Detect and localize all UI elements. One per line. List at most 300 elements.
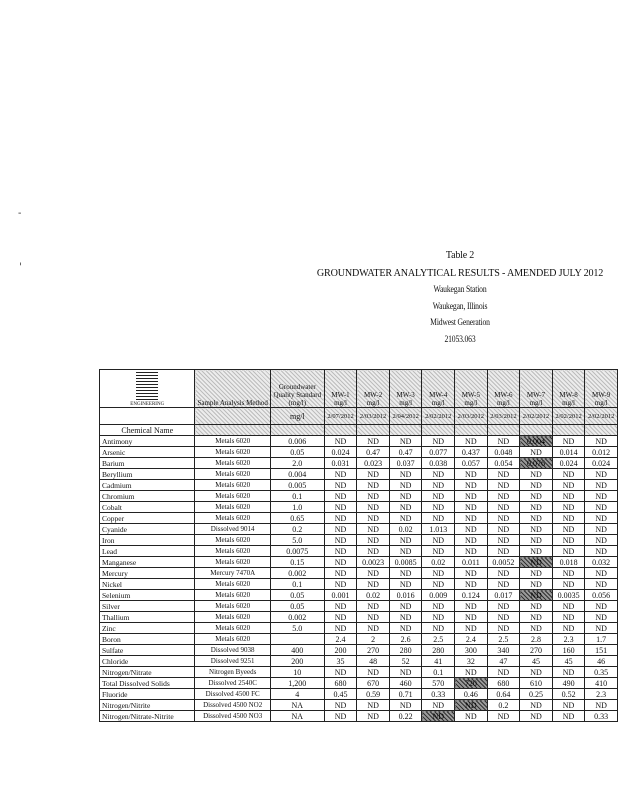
result-value: 0.001	[324, 590, 357, 601]
result-value: ND	[455, 700, 488, 711]
well-unit: mg/l	[399, 399, 413, 407]
result-value: ND	[389, 601, 422, 612]
result-value: 48	[357, 656, 390, 667]
table-row	[100, 612, 618, 623]
result-value: ND	[585, 601, 618, 612]
result-value: ND	[389, 700, 422, 711]
result-value: ND	[389, 667, 422, 678]
document-heading	[300, 248, 618, 347]
result-value: ND	[585, 612, 618, 623]
margin-dash: -	[18, 208, 22, 219]
result-value: 720	[455, 678, 488, 689]
result-value: ND	[520, 557, 553, 568]
result-value: ND	[487, 711, 520, 722]
quality-standard: 0.65	[270, 513, 324, 524]
result-value: ND	[357, 623, 390, 634]
station-name: Waukegan Station	[433, 284, 487, 294]
result-value: ND	[357, 546, 390, 557]
result-value: ND	[422, 491, 455, 502]
hatch-cell	[270, 425, 324, 436]
well-header	[324, 370, 357, 408]
analysis-method: Metals 6020	[195, 601, 270, 612]
analysis-method: Metals 6020	[195, 546, 270, 557]
result-value: ND	[487, 535, 520, 546]
result-value: ND	[324, 623, 357, 634]
result-value: ND	[520, 535, 553, 546]
result-value: ND	[357, 711, 390, 722]
table-row	[100, 590, 618, 601]
standard-unit-cell: mg/l	[270, 408, 324, 425]
result-value: 0.02	[357, 590, 390, 601]
results-table	[99, 369, 618, 722]
result-value: ND	[324, 491, 357, 502]
result-value: 460	[389, 678, 422, 689]
result-value: 0.031	[324, 458, 357, 469]
well-id: MW-3	[396, 391, 415, 399]
well-header	[585, 370, 618, 408]
result-value: 2.4	[324, 634, 357, 645]
sample-date: 2/04/2012	[389, 408, 422, 425]
result-value: ND	[422, 513, 455, 524]
result-value: ND	[552, 546, 585, 557]
analysis-method: Metals 6020	[195, 623, 270, 634]
result-value: 0.25	[520, 689, 553, 700]
result-value: ND	[389, 546, 422, 557]
result-value: ND	[585, 700, 618, 711]
result-value: ND	[552, 469, 585, 480]
result-value: 2.3	[552, 634, 585, 645]
result-value: 680	[324, 678, 357, 689]
well-header	[455, 370, 488, 408]
table-row	[100, 513, 618, 524]
sample-date: 2/07/2012	[324, 408, 357, 425]
well-id: MW-4	[429, 391, 448, 399]
result-value: ND	[455, 579, 488, 590]
quality-standard: 400	[270, 645, 324, 656]
result-value: ND	[552, 711, 585, 722]
result-value: ND	[422, 612, 455, 623]
result-value: ND	[422, 535, 455, 546]
result-value: 0.0035	[552, 590, 585, 601]
table-row	[100, 436, 618, 447]
quality-standard: 10	[270, 667, 324, 678]
result-value: ND	[552, 480, 585, 491]
result-value: ND	[455, 546, 488, 557]
sample-date: 2/02/2012	[520, 408, 553, 425]
result-value: ND	[585, 524, 618, 535]
result-value: ND	[520, 667, 553, 678]
analysis-method: Dissolved 2540C	[195, 678, 270, 689]
result-value: 0.037	[389, 458, 422, 469]
quality-standard: NA	[270, 700, 324, 711]
table-row	[100, 601, 618, 612]
table-row	[100, 480, 618, 491]
analysis-method: Dissolved 9038	[195, 645, 270, 656]
result-value: 270	[357, 645, 390, 656]
result-value: ND	[487, 513, 520, 524]
result-value: ND	[357, 612, 390, 623]
chemical-name: Beryllium	[100, 469, 195, 480]
result-value: ND	[357, 579, 390, 590]
table-row	[100, 579, 618, 590]
quality-standard: 5.0	[270, 623, 324, 634]
result-value: ND	[520, 524, 553, 535]
result-value: ND	[520, 469, 553, 480]
quality-standard: 200	[270, 656, 324, 667]
result-value: 0.057	[455, 458, 488, 469]
quality-standard: 0.1	[270, 491, 324, 502]
result-value: 0.35	[585, 667, 618, 678]
result-value: ND	[357, 469, 390, 480]
table-row	[100, 634, 618, 645]
result-value: ND	[389, 568, 422, 579]
result-value: ND	[487, 667, 520, 678]
result-value: ND	[422, 579, 455, 590]
result-value: ND	[357, 491, 390, 502]
result-value: 0.0023	[357, 557, 390, 568]
result-value: 0.47	[389, 447, 422, 458]
table-row	[100, 502, 618, 513]
analysis-method: Metals 6020	[195, 612, 270, 623]
result-value: ND	[552, 568, 585, 579]
sample-date: 2/02/2012	[422, 408, 455, 425]
result-value: ND	[585, 469, 618, 480]
quality-standard: 0.05	[270, 590, 324, 601]
result-value: 1.7	[585, 634, 618, 645]
result-value: ND	[585, 623, 618, 634]
result-value: ND	[357, 436, 390, 447]
well-header	[520, 370, 553, 408]
result-value: 0.2	[487, 700, 520, 711]
result-value: ND	[455, 612, 488, 623]
result-value: ND	[487, 491, 520, 502]
result-value: ND	[585, 546, 618, 557]
result-value: 570	[422, 678, 455, 689]
chemical-name: Cyanide	[100, 524, 195, 535]
chemical-name: Silver	[100, 601, 195, 612]
quality-standard: 1,200	[270, 678, 324, 689]
result-value: 280	[422, 645, 455, 656]
result-value: ND	[455, 491, 488, 502]
result-value: 0.47	[357, 447, 390, 458]
result-value: ND	[455, 601, 488, 612]
chemical-name: Chloride	[100, 656, 195, 667]
report-title: GROUNDWATER ANALYTICAL RESULTS - AMENDED JULY 2012	[316, 266, 604, 279]
analysis-method: Metals 6020	[195, 535, 270, 546]
result-value: ND	[520, 546, 553, 557]
result-value: ND	[324, 469, 357, 480]
result-value: 0.048	[487, 447, 520, 458]
result-value: ND	[324, 601, 357, 612]
quality-standard: 0.004	[270, 469, 324, 480]
analysis-method: Nitrogen Byeeds	[195, 667, 270, 678]
analysis-method: Metals 6020	[195, 491, 270, 502]
well-header	[552, 370, 585, 408]
result-value: 0.056	[585, 590, 618, 601]
well-header	[487, 370, 520, 408]
result-value: 0.023	[357, 458, 390, 469]
result-value: 0.024	[552, 458, 585, 469]
result-value: ND	[357, 700, 390, 711]
name-header-cell	[100, 408, 195, 425]
result-value: ND	[520, 568, 553, 579]
result-value: ND	[357, 667, 390, 678]
result-value: ND	[585, 535, 618, 546]
result-value: ND	[324, 667, 357, 678]
result-value: ND	[455, 436, 488, 447]
result-value: ND	[422, 469, 455, 480]
analysis-method: Metals 6020	[195, 634, 270, 645]
result-value: ND	[520, 711, 553, 722]
result-value: 0.59	[357, 689, 390, 700]
result-value: 0.077	[422, 447, 455, 458]
well-unit: mg/l	[366, 399, 380, 407]
result-value: 2.4	[455, 634, 488, 645]
result-value: ND	[520, 491, 553, 502]
table-row	[100, 645, 618, 656]
table-row	[100, 458, 618, 469]
result-value: ND	[552, 612, 585, 623]
result-value: ND	[455, 502, 488, 513]
result-value: ND	[585, 502, 618, 513]
sample-date: 2/02/2012	[585, 408, 618, 425]
result-value: ND	[487, 623, 520, 634]
analysis-method: Dissolved 9014	[195, 524, 270, 535]
result-value: ND	[455, 667, 488, 678]
result-value: 1.013	[422, 524, 455, 535]
result-value: ND	[552, 601, 585, 612]
hatch-cell	[422, 425, 455, 436]
quality-standard	[270, 634, 324, 645]
result-value: ND	[520, 612, 553, 623]
company-logo-icon	[136, 370, 158, 400]
result-value: ND	[389, 535, 422, 546]
analysis-method: Metals 6020	[195, 513, 270, 524]
result-value: 0.64	[487, 689, 520, 700]
chemical-name: Mercury	[100, 568, 195, 579]
hatch-cell	[455, 425, 488, 436]
result-value: ND	[389, 469, 422, 480]
result-value: 0.011	[455, 557, 488, 568]
table-row	[100, 447, 618, 458]
quality-standard: 0.15	[270, 557, 324, 568]
analysis-method: Metals 6020	[195, 436, 270, 447]
result-value: 680	[487, 678, 520, 689]
result-value: ND	[552, 535, 585, 546]
result-value: 0.22	[389, 711, 422, 722]
result-value: ND	[422, 436, 455, 447]
result-value: ND	[357, 524, 390, 535]
result-value: ND	[357, 480, 390, 491]
result-value: ND	[487, 612, 520, 623]
well-id: MW-8	[559, 391, 578, 399]
analysis-method: Dissolved 4500 NO3	[195, 711, 270, 722]
well-unit: mg/l	[594, 399, 608, 407]
result-value: 0.46	[455, 689, 488, 700]
well-unit: mg/l	[464, 399, 478, 407]
method-header: Sample Analysis Method	[195, 370, 270, 408]
result-value: ND	[422, 700, 455, 711]
table-row	[100, 689, 618, 700]
result-value: ND	[487, 469, 520, 480]
result-value: ND	[422, 546, 455, 557]
result-value: 0.1	[422, 667, 455, 678]
result-value: ND	[357, 502, 390, 513]
analysis-method: Metals 6020	[195, 590, 270, 601]
well-header	[357, 370, 390, 408]
result-value: ND	[455, 568, 488, 579]
table-row	[100, 524, 618, 535]
result-value: ND	[520, 601, 553, 612]
hatch-cell	[552, 425, 585, 436]
result-value: 2	[357, 634, 390, 645]
chemical-name: Cadmium	[100, 480, 195, 491]
table-row	[100, 568, 618, 579]
sample-date: 2/03/2012	[487, 408, 520, 425]
chemical-name: Thallium	[100, 612, 195, 623]
table-row	[100, 535, 618, 546]
quality-standard: 0.006	[270, 436, 324, 447]
result-value: ND	[552, 436, 585, 447]
quality-standard: 0.05	[270, 447, 324, 458]
result-value: ND	[520, 590, 553, 601]
logo-caption: ENGINEERING	[130, 402, 165, 407]
quality-standard: 1.0	[270, 502, 324, 513]
result-value: ND	[552, 502, 585, 513]
result-value: ND	[324, 711, 357, 722]
table-row	[100, 546, 618, 557]
result-value: 0.02	[422, 557, 455, 568]
result-value: 45	[552, 656, 585, 667]
result-value: 0.45	[324, 689, 357, 700]
result-value: 0.0085	[389, 557, 422, 568]
result-value: ND	[455, 711, 488, 722]
result-value: 0.012	[585, 447, 618, 458]
result-value: ND	[422, 601, 455, 612]
result-value: 0.52	[552, 689, 585, 700]
result-value: ND	[324, 524, 357, 535]
result-value: ND	[487, 524, 520, 535]
result-value: ND	[585, 436, 618, 447]
well-id: MW-9	[592, 391, 611, 399]
hatch-cell	[389, 425, 422, 436]
table-row	[100, 667, 618, 678]
result-value: ND	[455, 524, 488, 535]
analysis-method: Metals 6020	[195, 480, 270, 491]
table-row	[100, 700, 618, 711]
result-value: 151	[585, 645, 618, 656]
chemical-name: Nitrogen/Nitrate-Nitrite	[100, 711, 195, 722]
quality-standard: 0.0075	[270, 546, 324, 557]
project-number: 21053.063	[444, 333, 476, 344]
result-value: ND	[520, 623, 553, 634]
method-blank-cell	[195, 408, 270, 425]
result-value: ND	[487, 480, 520, 491]
result-value: 52	[389, 656, 422, 667]
result-value: ND	[455, 535, 488, 546]
result-value: 0.437	[455, 447, 488, 458]
result-value: 0.017	[487, 590, 520, 601]
chemical-name: Manganese	[100, 557, 195, 568]
result-value: ND	[520, 579, 553, 590]
result-value: 0.024	[324, 447, 357, 458]
result-value: ND	[455, 469, 488, 480]
table-row	[100, 557, 618, 568]
well-unit: mg/l	[334, 399, 347, 407]
quality-standard: 0.2	[270, 524, 324, 535]
result-value: 270	[520, 645, 553, 656]
quality-standard: 0.002	[270, 568, 324, 579]
result-value: 0.009	[422, 590, 455, 601]
result-value: ND	[552, 623, 585, 634]
result-value: 610	[520, 678, 553, 689]
result-value: 280	[389, 645, 422, 656]
analysis-method: Metals 6020	[195, 579, 270, 590]
result-value: 0.054	[487, 458, 520, 469]
chemical-name: Nitrogen/Nitrite	[100, 700, 195, 711]
logo-cell	[100, 370, 195, 408]
result-value: 0.33	[585, 711, 618, 722]
hatch-cell	[487, 425, 520, 436]
result-value: ND	[324, 568, 357, 579]
result-value: 160	[552, 645, 585, 656]
result-value: ND	[422, 502, 455, 513]
analysis-method: Dissolved 4500 NO2	[195, 700, 270, 711]
well-header	[389, 370, 422, 408]
result-value: ND	[324, 700, 357, 711]
result-value: ND	[487, 579, 520, 590]
table-row	[100, 656, 618, 667]
result-value: ND	[422, 623, 455, 634]
analysis-method: Metals 6020	[195, 557, 270, 568]
standard-header: Groundwater Quality Standard (mg/l)	[270, 370, 324, 408]
chemical-name: Zinc	[100, 623, 195, 634]
result-value: 32	[455, 656, 488, 667]
result-value: 0.02	[389, 524, 422, 535]
table-row	[100, 678, 618, 689]
result-value: 47	[487, 656, 520, 667]
chemical-name: Copper	[100, 513, 195, 524]
result-value: ND	[552, 491, 585, 502]
result-value: ND	[552, 667, 585, 678]
sample-date: 2/03/2012	[455, 408, 488, 425]
result-value: 300	[455, 645, 488, 656]
result-value: 0.124	[455, 590, 488, 601]
result-value: ND	[324, 535, 357, 546]
chemical-name: Sulfate	[100, 645, 195, 656]
result-value: ND	[357, 513, 390, 524]
result-value: ND	[389, 623, 422, 634]
result-value: 670	[357, 678, 390, 689]
result-value: ND	[585, 568, 618, 579]
result-value: ND	[455, 623, 488, 634]
quality-standard: 4	[270, 689, 324, 700]
chemical-name: Fluoride	[100, 689, 195, 700]
well-id: MW-5	[461, 391, 480, 399]
hatch-cell	[585, 425, 618, 436]
result-value: 46	[585, 656, 618, 667]
result-value: ND	[389, 436, 422, 447]
result-value: ND	[389, 502, 422, 513]
result-value: 2.3	[585, 689, 618, 700]
result-value: ND	[520, 700, 553, 711]
result-value: ND	[487, 568, 520, 579]
result-value: ND	[520, 502, 553, 513]
result-value: 0.33	[422, 689, 455, 700]
quality-standard: 0.05	[270, 601, 324, 612]
result-value: ND	[585, 579, 618, 590]
sample-date: 2/02/2012	[552, 408, 585, 425]
